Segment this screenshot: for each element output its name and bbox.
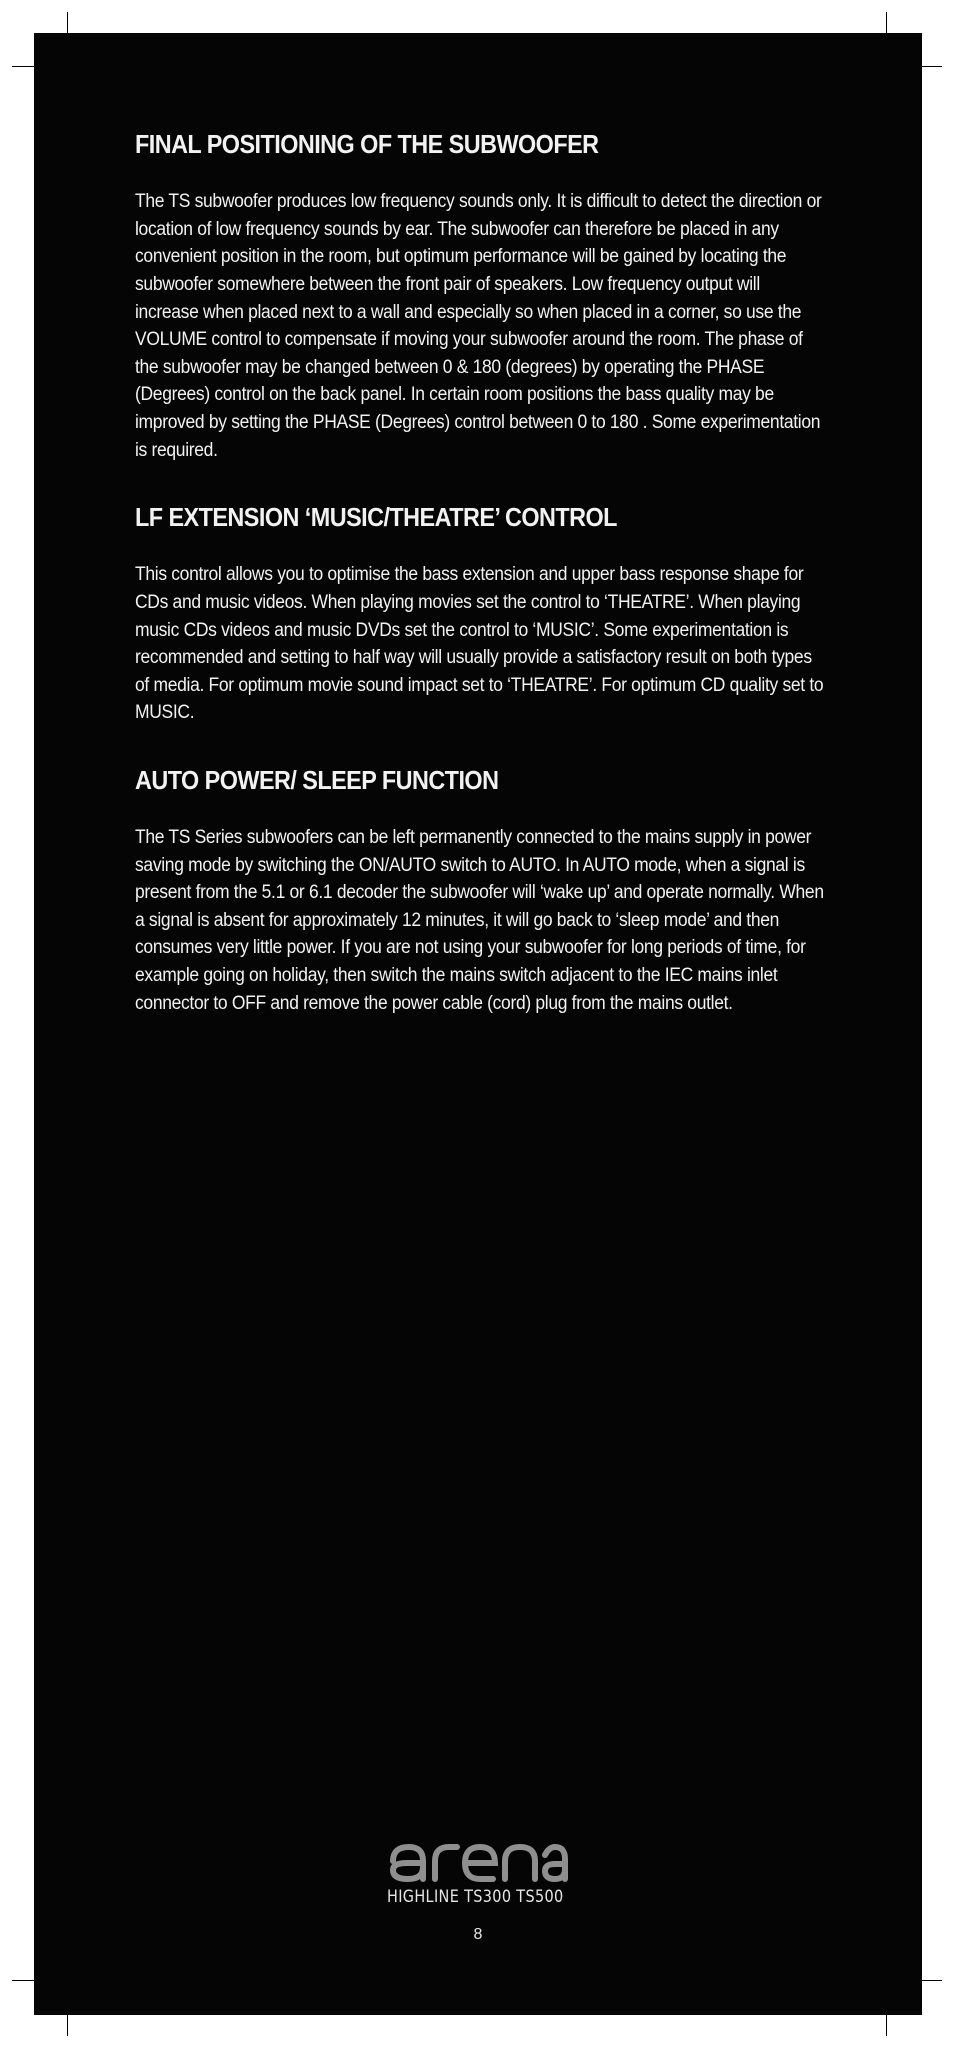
manual-page: [34, 33, 922, 2015]
brand-logo: [387, 1841, 569, 1907]
section-heading: LF EXTENSION ‘MUSIC/THEATRE’ CONTROL: [135, 502, 617, 533]
section-body: This control allows you to optimise the bass extension and upper bass response shape for CDs and music videos. When playing movies set the control to ‘THEATRE’. When playing music CDs videos and music DVDs set the control to ‘MUSIC’. Some experimentation is recommended and setting to half way will usually provide a satisfactory result on both types of media. For optimum movie sound impact set to ‘THEATRE’. For optimum CD quality set to MUSIC.: [135, 564, 824, 724]
section-lf-extension: [135, 502, 855, 727]
page-content: [135, 129, 855, 1055]
page-number: 8: [473, 1926, 483, 1943]
section-body: The TS subwoofer produces low frequency sounds only. It is difficult to detect the direction or location of low frequency sounds by ear. The subwoofer can therefore be placed in any convenient position in the room, but optimum performance will be gained by locating the subwoofer somewhere between the front pair of speakers. Low frequency output will increase when placed next to a wall and especially so when placed in a corner, so use the VOLUME control to compensate if moving your subwoofer around the room. The phase of the subwoofer may be changed between 0 & 180 (degrees) by operating the PHASE (Degrees) control on the back panel. In certain room positions the bass quality may be improved by setting the PHASE (Degrees) control between 0 to 180 . Some experimentation is required.: [135, 191, 822, 461]
section-heading: FINAL POSITIONING OF THE SUBWOOFER: [135, 129, 599, 159]
arena-logo-icon: [387, 1841, 569, 1885]
section-final-positioning: [135, 129, 855, 464]
section-body: The TS Series subwoofers can be left permanently connected to the mains supply in power saving mode by switching the ON/AUTO switch to AUTO. In AUTO mode, when a signal is present from the 5.1 or 6.1 decoder the subwoofer will ‘wake up’ and operate normally. When a signal is absent for approximately 12 minutes, it will go back to ‘sleep mode’ and then consumes very little power. If you are not using your subwoofer for long periods of time, for example going on holiday, then switch the mains switch adjacent to the IEC mains inlet connector to OFF and remove the power cable (cord) plug from the mains outlet.: [135, 827, 824, 1014]
section-heading: AUTO POWER/ SLEEP FUNCTION: [135, 764, 499, 795]
section-auto-power: [135, 765, 855, 1017]
model-line: HIGHLINE TS300 TS500: [387, 1887, 564, 1907]
